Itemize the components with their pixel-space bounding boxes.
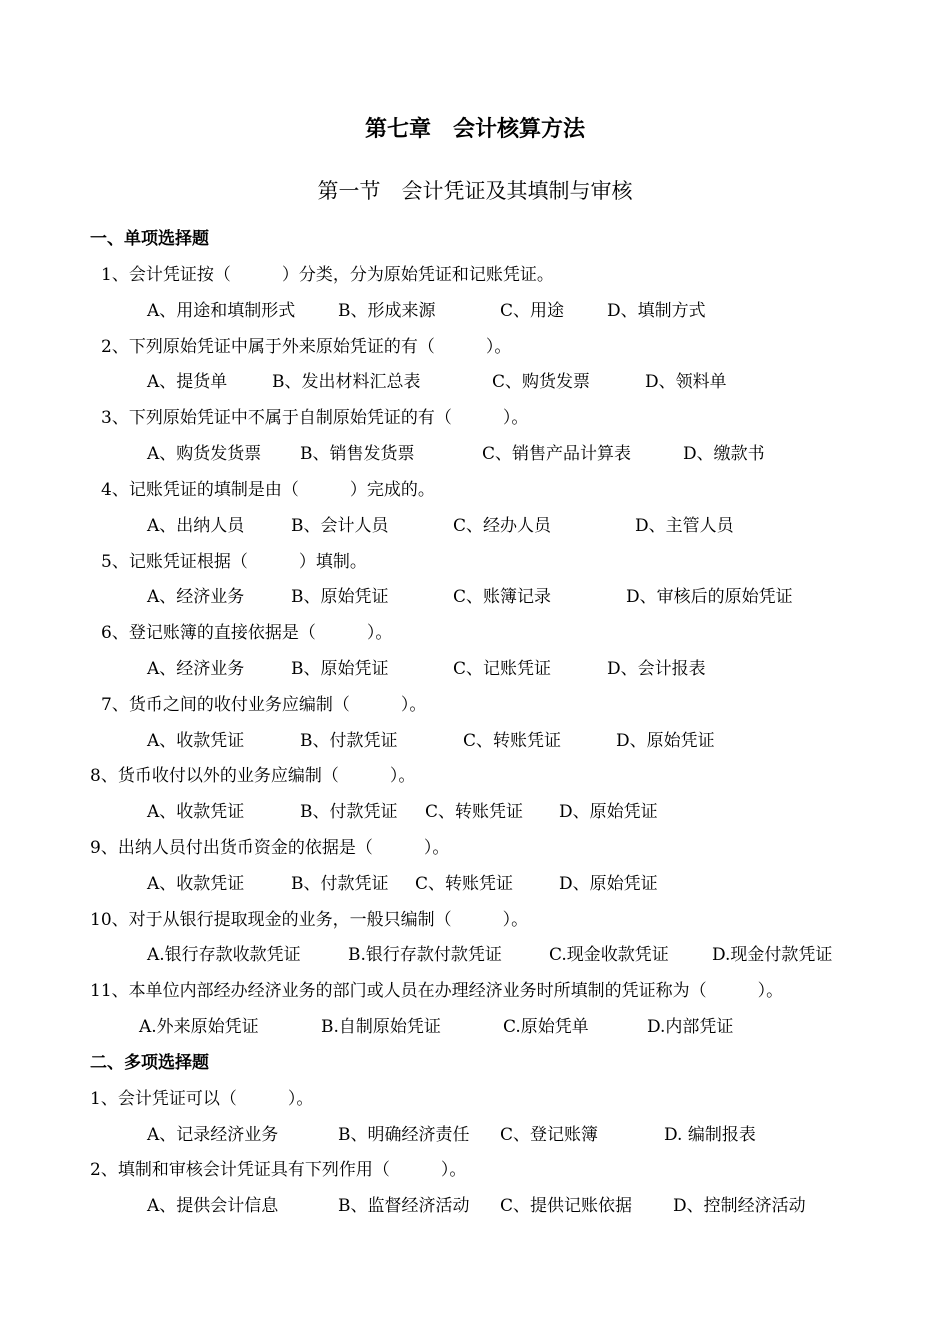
option-b: B、付款凭证 — [300, 802, 398, 822]
question-text: 11、本单位内部经办经济业务的部门或人员在办理经济业务时所填制的凭证称为（ ）。 — [90, 981, 784, 1001]
option-c: C、登记账簿 — [500, 1125, 599, 1145]
option-c: C、转账凭证 — [425, 802, 524, 822]
question-text: 10、对于从银行提取现金的业务，一般只编制（ ）。 — [90, 910, 529, 930]
option-d: D、审核后的原始凭证 — [626, 587, 793, 607]
option-b: B、付款凭证 — [291, 874, 389, 894]
option-a: A.银行存款收款凭证 — [147, 945, 301, 965]
option-b: B、销售发货票 — [300, 444, 415, 464]
option-a: A、收款凭证 — [147, 731, 245, 751]
option-d: D、控制经济活动 — [673, 1196, 806, 1216]
question-text: 1、会计凭证按（ ）分类，分为原始凭证和记账凭证。 — [101, 265, 554, 285]
option-b: B.自制原始凭证 — [321, 1017, 441, 1037]
option-d: D.现金付款凭证 — [712, 945, 833, 965]
option-b: B、付款凭证 — [300, 731, 398, 751]
option-a: A、提供会计信息 — [147, 1196, 279, 1216]
option-b: B、原始凭证 — [291, 587, 389, 607]
option-d: D、领料单 — [645, 372, 727, 392]
option-a: A、收款凭证 — [147, 874, 245, 894]
option-c: C、购货发票 — [492, 372, 591, 392]
option-c: C、转账凭证 — [415, 874, 514, 894]
option-d: D.内部凭证 — [647, 1017, 734, 1037]
section-heading-single-choice: 一、单项选择题 — [90, 229, 209, 249]
section-title: 第一节 会计凭证及其填制与审核 — [317, 179, 633, 203]
option-a: A.外来原始凭证 — [139, 1017, 259, 1037]
option-c: C、转账凭证 — [463, 731, 562, 751]
option-b: B、监督经济活动 — [338, 1196, 470, 1216]
option-a: A、购货发货票 — [147, 444, 262, 464]
option-d: D、主管人员 — [635, 516, 734, 536]
option-d: D、会计报表 — [607, 659, 706, 679]
option-c: C、记账凭证 — [453, 659, 552, 679]
option-a: A、经济业务 — [147, 659, 245, 679]
option-d: D、原始凭证 — [616, 731, 715, 751]
option-b: B、原始凭证 — [291, 659, 389, 679]
option-a: A、记录经济业务 — [147, 1125, 279, 1145]
option-b: B、明确经济责任 — [338, 1125, 470, 1145]
option-b: B、会计人员 — [291, 516, 389, 536]
option-c: C、用途 — [500, 301, 565, 321]
option-d: D、原始凭证 — [559, 802, 658, 822]
option-c: C、提供记账依据 — [500, 1196, 633, 1216]
question-text: 3、下列原始凭证中不属于自制原始凭证的有（ ）。 — [101, 408, 529, 428]
option-d: D、填制方式 — [607, 301, 706, 321]
question-text: 8、货币收付以外的业务应编制（ ）。 — [90, 766, 416, 786]
option-d: D. 编制报表 — [664, 1125, 756, 1145]
question-text: 7、货币之间的收付业务应编制（ ）。 — [101, 695, 427, 715]
option-c: C.原始凭单 — [503, 1017, 589, 1037]
question-text: 1、会计凭证可以（ ）。 — [90, 1089, 314, 1109]
question-text: 9、出纳人员付出货币资金的依据是（ ）。 — [90, 838, 450, 858]
option-a: A、出纳人员 — [147, 516, 245, 536]
option-d: D、缴款书 — [683, 444, 765, 464]
section-heading-multiple-choice: 二、多项选择题 — [90, 1053, 209, 1073]
chapter-title: 第七章 会计核算方法 — [364, 117, 585, 142]
option-a: A、收款凭证 — [147, 802, 245, 822]
question-text: 5、记账凭证根据（ ）填制。 — [101, 552, 367, 572]
option-a: A、提货单 — [147, 372, 228, 392]
option-d: D、原始凭证 — [559, 874, 658, 894]
option-c: C、经办人员 — [453, 516, 552, 536]
option-a: A、经济业务 — [147, 587, 245, 607]
question-text: 6、登记账簿的直接依据是（ ）。 — [101, 623, 393, 643]
question-text: 2、填制和审核会计凭证具有下列作用（ ）。 — [90, 1160, 467, 1180]
option-b: B、形成来源 — [338, 301, 436, 321]
option-c: C、销售产品计算表 — [482, 444, 632, 464]
option-c: C.现金收款凭证 — [549, 945, 669, 965]
option-c: C、账簿记录 — [453, 587, 552, 607]
question-text: 4、记账凭证的填制是由（ ）完成的。 — [101, 480, 435, 500]
option-b: B.银行存款付款凭证 — [348, 945, 502, 965]
question-text: 2、下列原始凭证中属于外来原始凭证的有（ ）。 — [101, 337, 512, 357]
option-a: A、用途和填制形式 — [147, 301, 296, 321]
option-b: B、发出材料汇总表 — [272, 372, 421, 392]
